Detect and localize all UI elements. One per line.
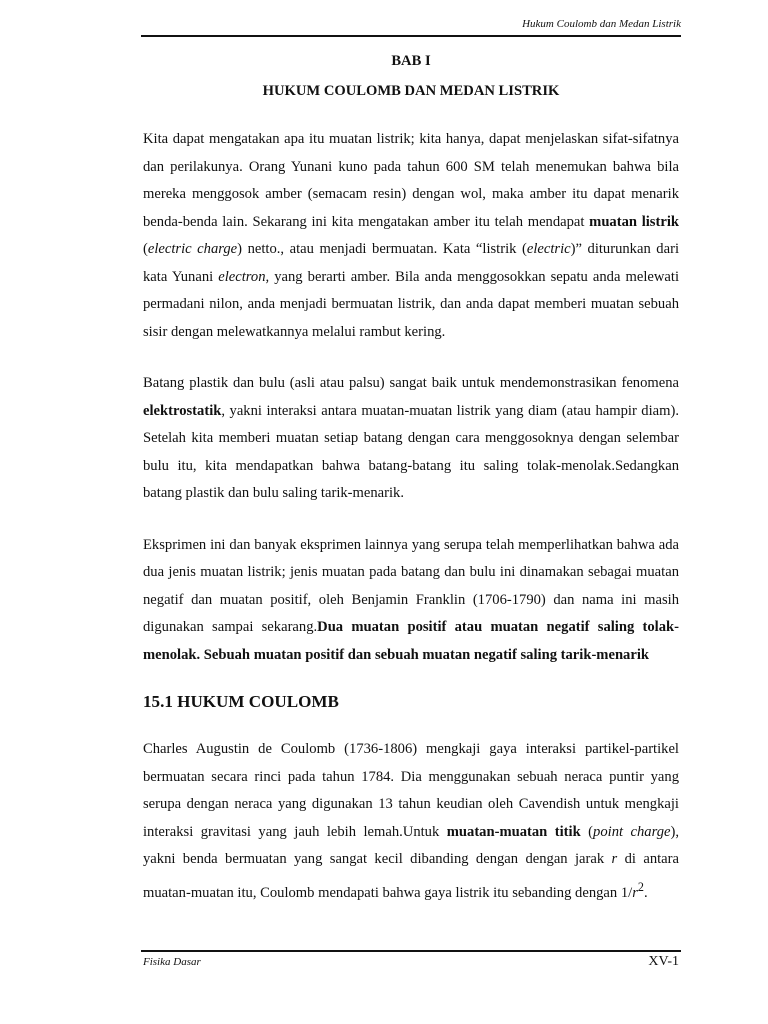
italic-term: electric charge <box>147 241 238 257</box>
bold-term: elektrostatik <box>143 402 222 419</box>
header-rule <box>141 35 681 37</box>
running-header: Hukum Coulomb dan Medan Listrik <box>522 18 681 30</box>
text-run: di antara muatan-muatan itu, Coulomb mendapati bahwa gaya listrik itu sebanding dengan 1/ <box>143 851 680 901</box>
italic-term: r <box>632 884 638 901</box>
paragraph <box>143 532 679 670</box>
section-title: 15.1 HUKUM COULOMB <box>143 692 339 711</box>
italic-term: r <box>611 851 618 867</box>
text-run: ) netto., atau menjadi bermuatan. Kata “listrik ( <box>237 241 527 257</box>
text-run: Kita dapat mengatakan apa itu muatan listrik; kita hanya, dapat menjelaskan sifat-sifatnya dan perilakunya. Orang Yunani kuno pada tahun 600 SM telah menemukan bahwa bila mereka menggosok amber (semacam resin) dengan wol, maka amber itu dapat menarik benda-benda lain. Sekarang ini kita mengatakan amber itu telah mendapat <box>143 131 679 230</box>
text-run: yang berarti amber. Bila anda menggosokkan sepatu anda melewati permadani nilon, anda menjadi bermuatan listrik, dan anda dapat memberi muatan sebuah sisir dengan melewatkannya melalui rambut kering. <box>143 268 680 340</box>
text-run: . <box>643 884 648 901</box>
text-run: Charles Augustin de Coulomb (1736-1806) mengkaji gaya interaksi partikel-partikel bermuatan secara rinci pada tahun 1784. Dia menggunakan sebuah neraca puntir yang serupa dengan neraca yang digunakan 13 tahun keudian oleh Cavendish untuk mengkaji interaksi gravitasi yang jauh lebih lemah.Untuk <box>143 741 679 840</box>
italic-term: electron, <box>218 268 270 285</box>
paragraph <box>143 370 679 508</box>
text-run: Batang plastik dan bulu (asli atau palsu) sangat baik untuk mendemonstrasikan fenomena <box>143 375 679 391</box>
footer-rule <box>141 950 681 952</box>
italic-term: point charge <box>593 823 671 840</box>
text-run: ), yakni benda bermuatan yang sangat kecil dibanding dengan dengan jarak <box>143 823 680 867</box>
paragraph <box>143 126 679 346</box>
paragraph <box>143 736 679 907</box>
text-run: Eksprimen ini dan banyak eksprimen lainnya yang serupa telah memperlihatkan bahwa ada dua jenis muatan listrik; jenis muatan pada batang dan bulu ini dinamakan sebagai muatan negatif dan muatan positif, oleh Benjamin Franklin (1706-1790) dan nama ini masih digunakan sampai sekarang. <box>143 536 679 635</box>
text-run: )” diturunkan dari kata Yunani <box>143 241 679 285</box>
italic-term: electric <box>526 241 571 257</box>
page-number: XV-1 <box>648 954 679 969</box>
chapter-title: HUKUM COULOMB DAN MEDAN LISTRIK <box>262 83 560 99</box>
footer-book-title: Fisika Dasar <box>143 956 201 968</box>
page-body <box>143 52 679 907</box>
bold-term: muatan listrik <box>589 213 679 230</box>
text-run: ( <box>143 241 148 257</box>
bold-term: muatan-muatan titik <box>446 823 581 840</box>
superscript: 2 <box>637 879 644 894</box>
text-run: ( <box>580 823 594 840</box>
chapter-number: BAB I <box>391 53 431 69</box>
text-run: , yakni interaksi antara muatan-muatan listrik yang diam (atau hampir diam). Setelah kita memberi muatan setiap batang dengan cara menggosoknya dengan selembar bulu itu, kita mendapatkan bahwa batang-batang itu saling tolak-menolak.Sedangkan batang plastik dan bulu saling tarik-menarik. <box>143 402 679 501</box>
bold-term: Dua muatan positif atau muatan negatif saling tolak-menolak. Sebuah muatan positif dan sebuah muatan negatif saling tarik-menarik <box>143 619 679 663</box>
